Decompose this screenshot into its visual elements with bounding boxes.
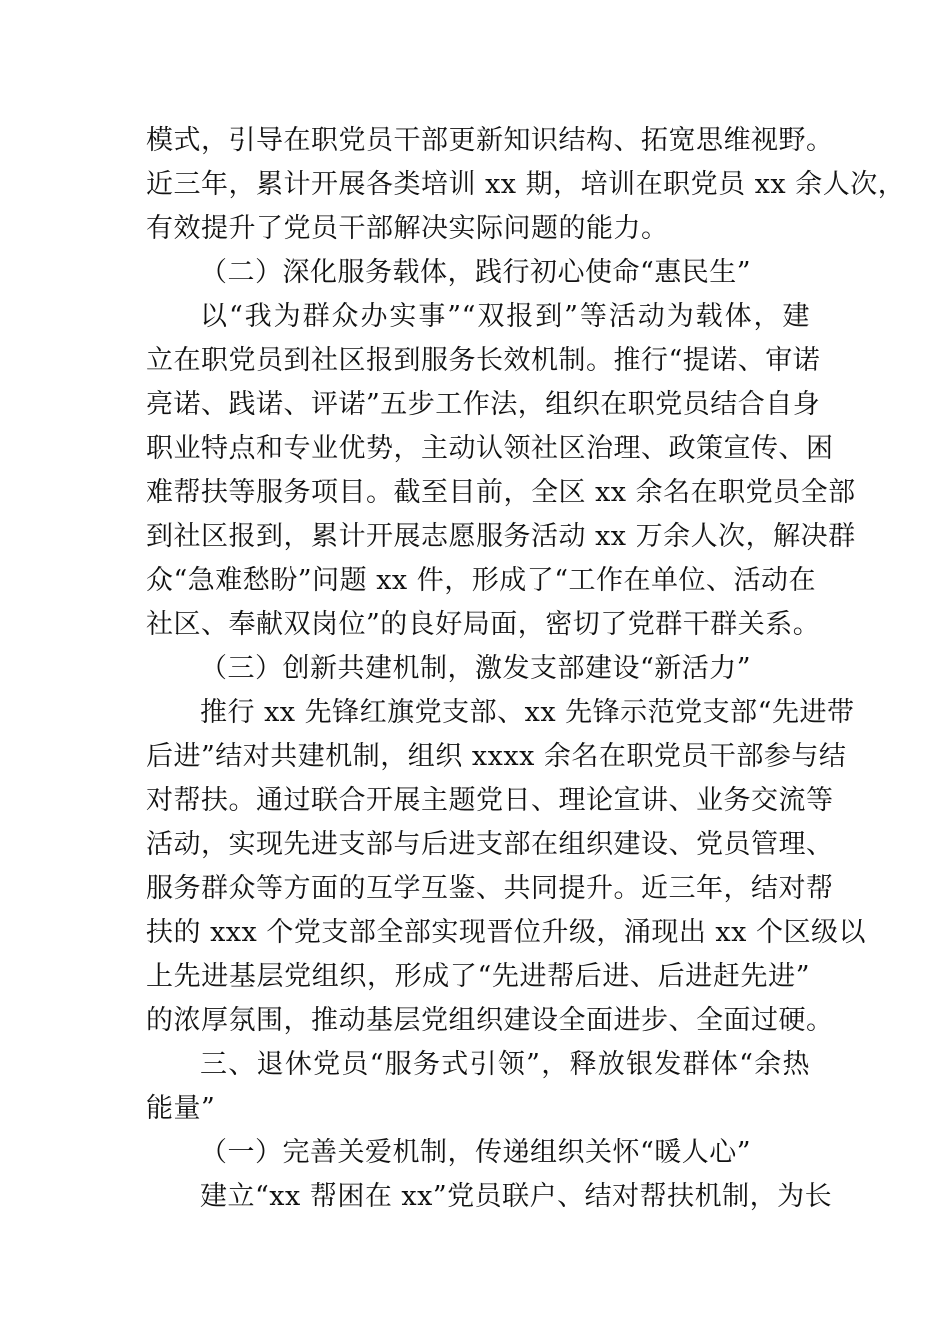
paragraph-line: 众“急难愁盼”问题 xx 件，形成了“工作在单位、活动在 [146, 565, 817, 596]
paragraph-line: 社区、奉献双岗位”的良好局面，密切了党群干群关系。 [146, 609, 821, 640]
section-heading: （一）完善关爱机制，传递组织关怀“暖人心” [200, 1137, 752, 1168]
paragraph-line: 立在职党员到社区报到服务长效机制。推行“提诺、审诺 [146, 345, 821, 376]
paragraph-line: 职业特点和专业优势，主动认领社区治理、政策宣传、困 [146, 433, 834, 464]
paragraph-line: 到社区报到，累计开展志愿服务活动 xx 万余人次，解决群 [146, 521, 856, 552]
paragraph-line: 难帮扶等服务项目。截至目前，全区 xx 余名在职党员全部 [146, 477, 856, 508]
paragraph-line: 近三年，累计开展各类培训 xx 期，培训在职党员 xx 余人次， [146, 169, 906, 200]
section-heading: （二）深化服务载体，践行初心使命“惠民生” [200, 257, 752, 288]
paragraph-line: 推行 xx 先锋红旗党支部、xx 先锋示范党支部“先进带 [200, 697, 855, 728]
paragraph-line: 建立“xx 帮困在 xx”党员联户、结对帮扶机制，为长 [200, 1181, 833, 1212]
paragraph-line: 服务群众等方面的互学互鉴、共同提升。近三年，结对帮 [146, 873, 834, 904]
paragraph-line: 模式，引导在职党员干部更新知识结构、拓宽思维视野。 [146, 125, 834, 156]
paragraph-line: 对帮扶。通过联合开展主题党日、理论宣讲、业务交流等 [146, 785, 834, 816]
chapter-heading-continued: 能量” [146, 1093, 216, 1124]
paragraph-line: 后进”结对共建机制，组织 xxxx 余名在职党员干部参与结 [146, 741, 847, 772]
paragraph-line: 扶的 xxx 个党支部全部实现晋位升级，涌现出 xx 个区级以 [146, 917, 866, 948]
section-heading: （三）创新共建机制，激发支部建设“新活力” [200, 653, 752, 684]
chapter-heading: 三、退休党员“服务式引领”，释放银发群体“余热 [200, 1049, 810, 1080]
paragraph-line: 活动，实现先进支部与后进支部在组织建设、党员管理、 [146, 829, 834, 860]
paragraph-line: 亮诺、践诺、评诺”五步工作法，组织在职党员结合自身 [146, 389, 821, 420]
paragraph-line: 有效提升了党员干部解决实际问题的能力。 [146, 213, 669, 244]
paragraph-line: 的浓厚氛围，推动基层党组织建设全面进步、全面过硬。 [146, 1005, 834, 1036]
paragraph-line: 以“我为群众办实事”“双报到”等活动为载体，建 [200, 301, 810, 332]
paragraph-line: 上先进基层党组织，形成了“先进帮后进、后进赶先进” [146, 961, 810, 992]
